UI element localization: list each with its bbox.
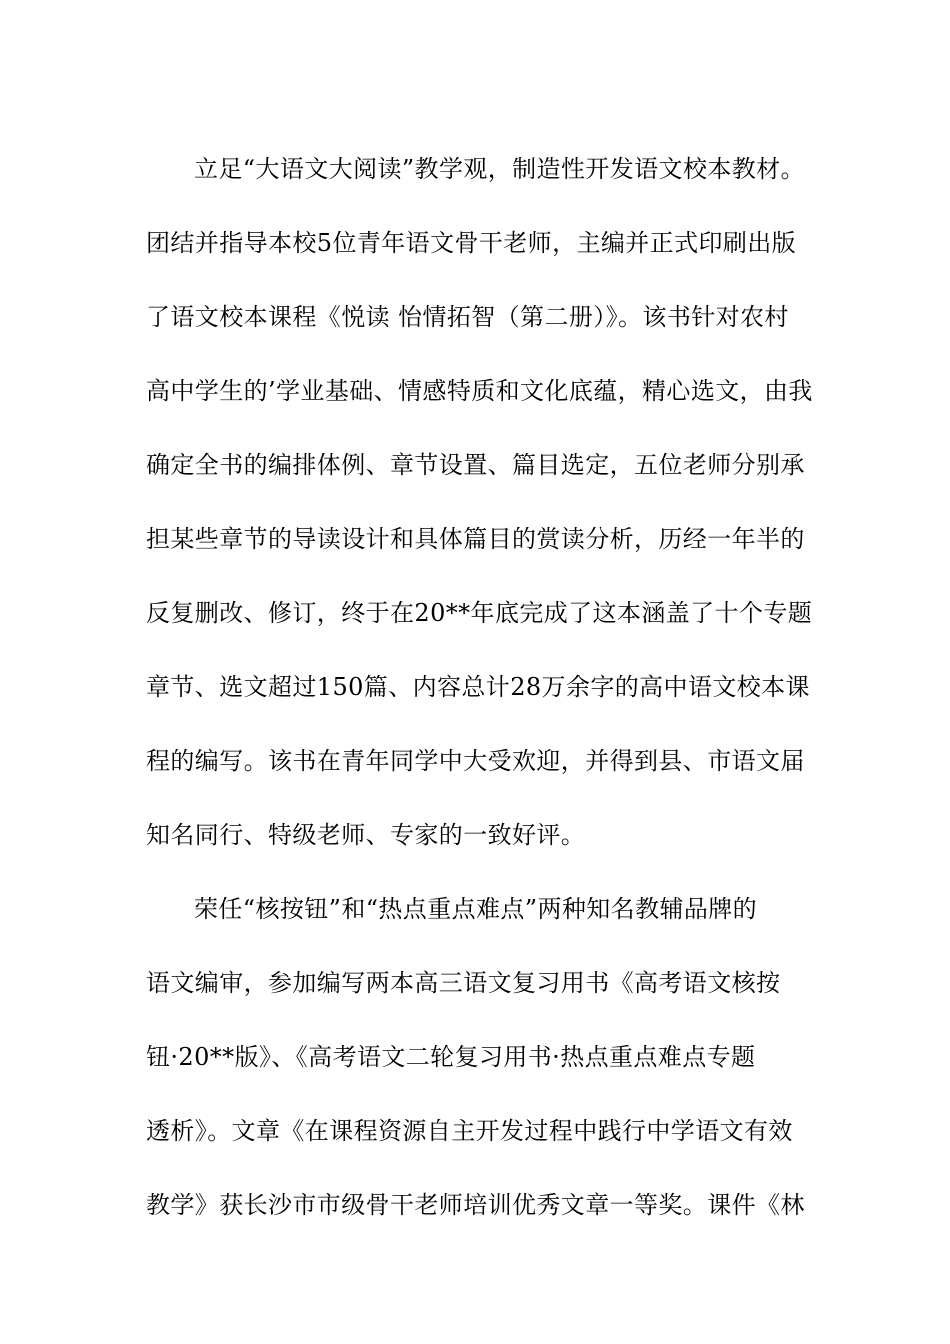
paragraph-1	[146, 132, 826, 872]
paragraph-line: 知名同行、特级老师、专家的一致好评。	[146, 821, 586, 849]
paragraph-line: 反复删改、修订，终于在20**年底完成了这本涵盖了十个专题	[146, 599, 813, 627]
paragraph-line: 语文编审，参加编写两本高三语文复习用书《高考语文核按	[146, 969, 781, 997]
paragraph-line: 程的编写。该书在青年同学中大受欢迎，并得到县、市语文届	[146, 747, 805, 775]
paragraph-line: 透析》。文章《在课程资源自主开发过程中践行中学语文有效	[146, 1117, 793, 1145]
paragraph-line: 担某些章节的导读设计和具体篇目的赏读分析，历经一年半的	[146, 525, 805, 553]
paragraph-line: 团结并指导本校5位青年语文骨干老师，主编并正式印刷出版	[146, 229, 797, 257]
paragraph-line: 确定全书的编排体例、章节设置、篇目选定，五位老师分别承	[146, 451, 805, 479]
paragraph-line: 高中学生的’学业基础、情感特质和文化底蕴，精心选文，由我	[146, 377, 813, 405]
paragraph-line: 章节、选文超过150篇、内容总计28万余字的高中语文校本课	[146, 673, 810, 701]
paragraph-line: 了语文校本课程《悦读 怡情拓智（第二册）》。该书针对农村	[146, 303, 789, 331]
paragraph-line: 荣任“核按钮”和“热点重点难点”两种知名教辅品牌的	[194, 895, 758, 923]
paragraph-line: 立足“大语文大阅读”教学观，制造性开发语文校本教材。	[194, 155, 805, 183]
paragraph-2	[146, 872, 826, 1242]
document-body	[146, 132, 826, 1242]
paragraph-line: 教学》获长沙市市级骨干老师培训优秀文章一等奖。课件《林	[146, 1191, 805, 1219]
paragraph-line: 钮·20**版》、《高考语文二轮复习用书·热点重点难点专题	[146, 1043, 756, 1071]
